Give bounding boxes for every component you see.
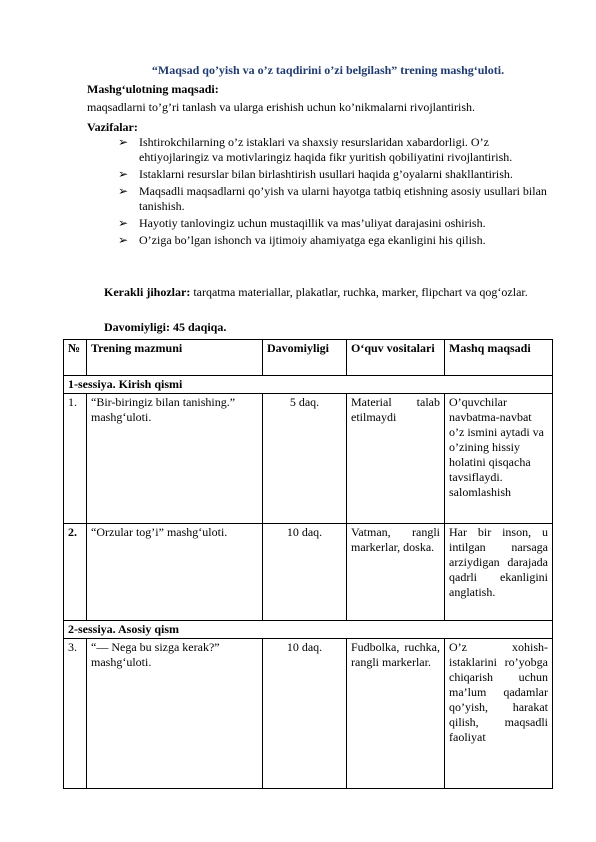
bullet-arrow-icon: ➢ — [118, 184, 129, 198]
table-row — [64, 639, 553, 789]
bullet-arrow-icon: ➢ — [118, 216, 129, 230]
row-tools: Vatman, rangli markerlar, doska. — [347, 524, 445, 621]
header-duration: Davomiyligi — [263, 340, 347, 376]
bullet-arrow-icon: ➢ — [118, 167, 129, 181]
list-item: ➢ Istaklarni resurslar bilan birlashtirish usullari haqida g’oyalarni shakllantirish. — [118, 167, 513, 181]
row-tools: Material talab etilmaydi — [347, 394, 445, 524]
table-header-row — [64, 340, 553, 376]
header-goal: Mashq maqsadi — [445, 340, 553, 376]
bullet-arrow-icon: ➢ — [118, 233, 129, 247]
row-content: “Bir-biringiz bilan tanishing.” mashg‘uloti. — [87, 394, 263, 524]
row-number: 2. — [64, 524, 87, 621]
goal-text: maqsadlarni to’g’ri tanlash va ularga erishish uchun ko’nikmalarni rivojlantirish. — [87, 100, 476, 114]
row-goal: O’quvchilar navbatma-navbat o’z ismini aytadi va o’zining hissiy holatini qisqacha tavsiflaydi. salomlashish — [445, 394, 553, 524]
list-item: ➢ Ishtirokchilarning o’z istaklari va shaxsiy resurslaridan xabardorligi. O’z ehtiyojlaringiz va motivlaringiz haqida fikr yuritish qobiliyatini rivojlantirish. — [118, 135, 513, 164]
tasks-list — [118, 135, 550, 250]
equipment-paragraph — [104, 285, 552, 300]
header-tools: O‘quv vositalari — [347, 340, 445, 376]
table-row — [64, 394, 553, 524]
row-duration: 10 daq. — [263, 639, 347, 789]
table-row — [64, 524, 553, 621]
row-content: “Orzular tog’i” mashg‘uloti. — [87, 524, 263, 621]
goal-heading: Mashg‘ulotning maqsadi: — [87, 82, 219, 96]
row-content: “— Nega bu sizga kerak?” mashg‘uloti. — [87, 639, 263, 789]
document-title: “Maqsad qo’yish va o’z taqdirini o’zi belgilash” trening mashg‘uloti. — [151, 63, 505, 77]
header-number: № — [64, 340, 87, 376]
row-number: 1. — [64, 394, 87, 524]
row-goal: O’z xohish-istaklarini ro’yobga chiqarish uchun ma’lum qadamlar qo’yish, harakat qilish, maqsadli faoliyat — [445, 639, 553, 789]
section-title: 2-sessiya. Asosiy qism — [64, 621, 553, 639]
list-item: ➢ Hayotiy tanlovingiz uchun mustaqillik va mas’uliyat darajasini oshirish. — [118, 216, 486, 230]
bullet-arrow-icon: ➢ — [118, 135, 129, 149]
row-duration: 10 daq. — [263, 524, 347, 621]
row-number: 3. — [64, 639, 87, 789]
equipment-text: tarqatma materiallar, plakatlar, ruchka, marker, flipchart va qog‘ozlar. — [190, 285, 528, 299]
section-row — [64, 621, 553, 639]
row-tools: Fudbolka, ruchka, rangli markerlar. — [347, 639, 445, 789]
section-title: 1-sessiya. Kirish qismi — [64, 376, 553, 394]
tasks-heading: Vazifalar: — [87, 120, 138, 134]
row-goal: Har bir inson, u intilgan narsaga arziydigan darajada qadrli ekanligini anglatish. — [445, 524, 553, 621]
list-item: ➢ Maqsadli maqsadlarni qo’yish va ularni hayotga tatbiq etishning asosiy usullari bilan tanishish. — [118, 184, 547, 213]
section-row — [64, 376, 553, 394]
duration-label: Davomiyligi: 45 daqiqa. — [104, 320, 227, 334]
header-content: Trening mazmuni — [87, 340, 263, 376]
equipment-label: Kerakli jihozlar: — [104, 285, 191, 299]
list-item: ➢ O’ziga bo’lgan ishonch va ijtimoiy ahamiyatga ega ekanligini his qilish. — [118, 233, 486, 247]
training-table — [63, 339, 553, 789]
row-duration: 5 daq. — [263, 394, 347, 524]
